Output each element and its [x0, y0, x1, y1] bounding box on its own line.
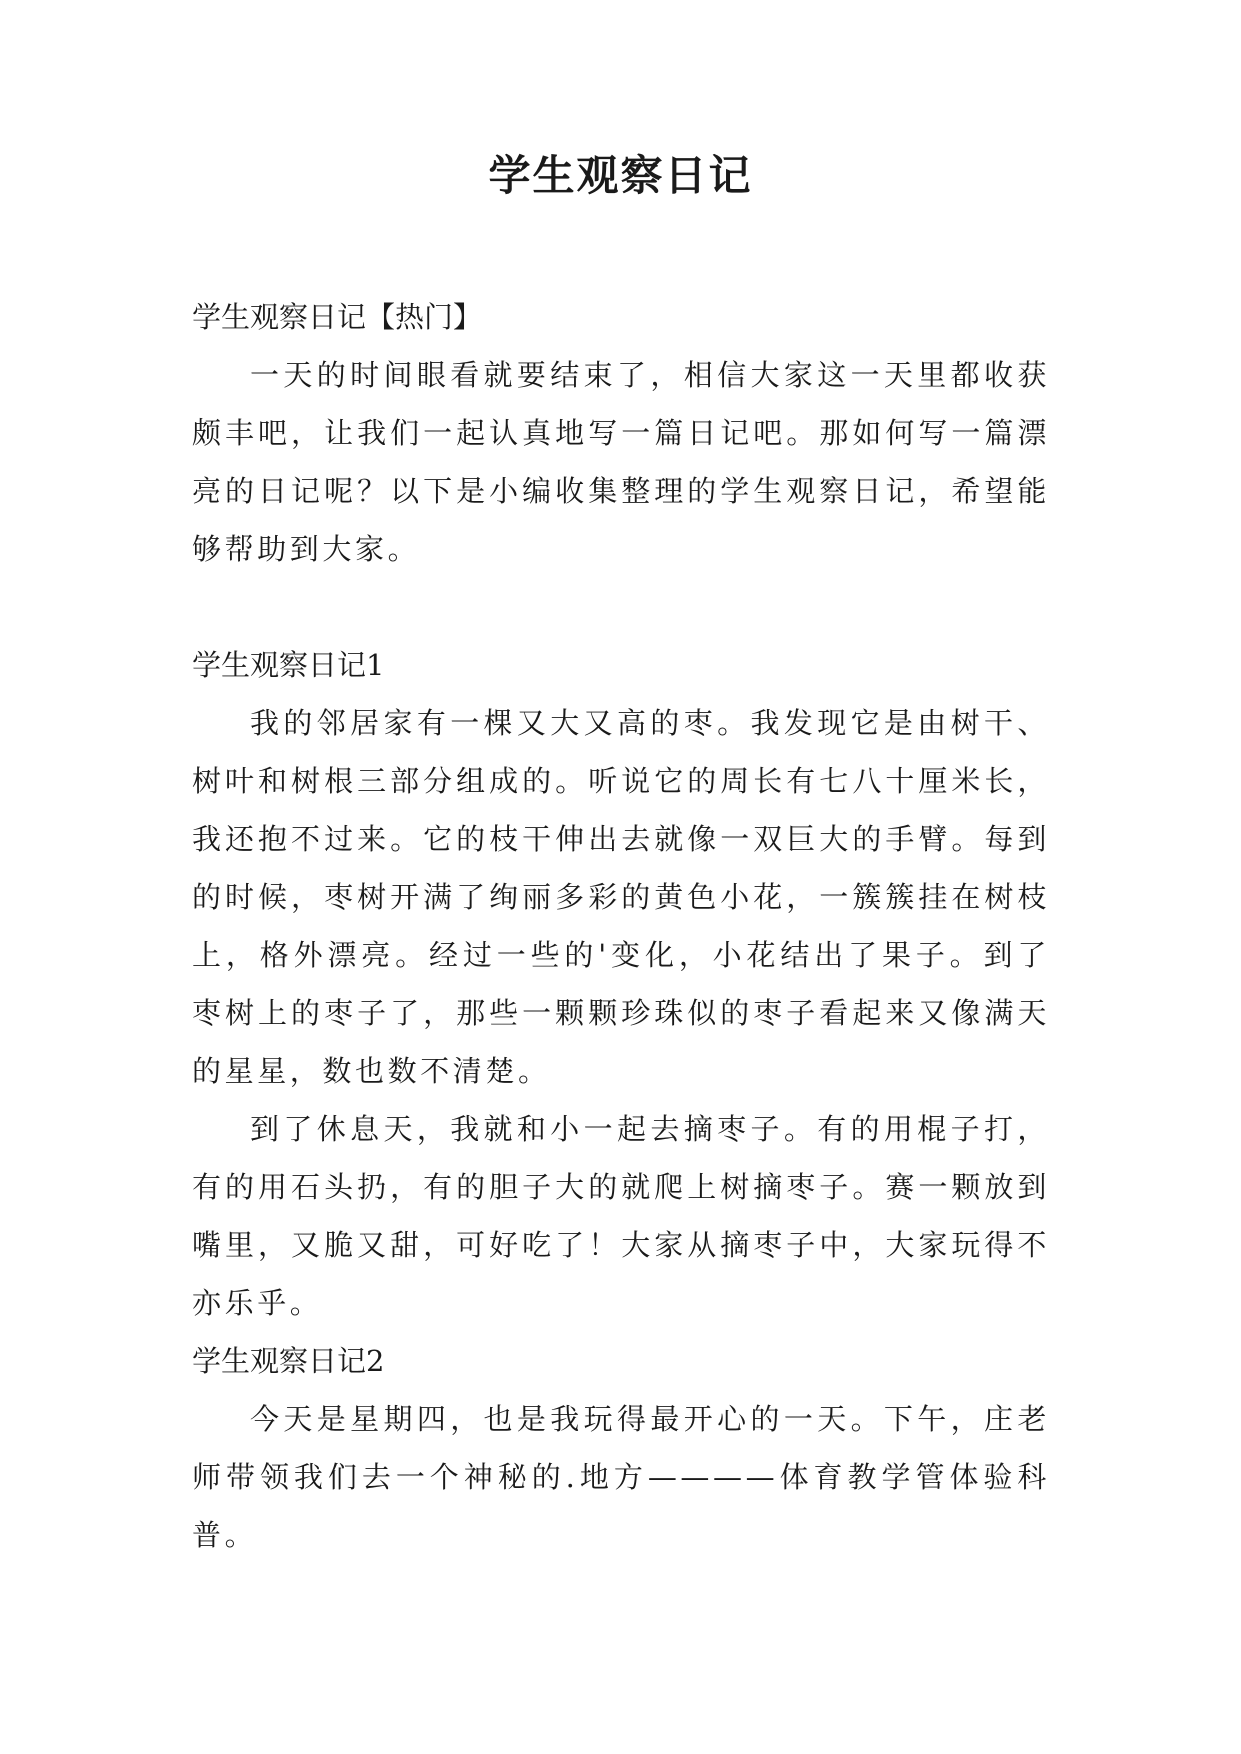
intro-heading: 学生观察日记【热门】 — [192, 300, 483, 334]
section-paragraph: 我的邻居家有一棵又大又高的枣。我发现它是由树干、树叶和树根三部分组成的。听说它的周长有七八十厘米长，我还抱不过来。它的枝干伸出去就像一双巨大的手臂。每到的时候，枣树开满了绚丽多彩的黄色小花，一簇簇挂在树枝上，格外漂亮。经过一些的'变化，小花结出了果子。到了枣树上的枣子了，那些一颗颗珍珠似的枣子看起来又像满天的星星，数也数不清楚。 — [192, 706, 1050, 1088]
intro-paragraph: 一天的时间眼看就要结束了，相信大家这一天里都收获颇丰吧，让我们一起认真地写一篇日记吧。那如何写一篇漂亮的日记呢？以下是小编收集整理的学生观察日记，希望能够帮助到大家。 — [192, 358, 1050, 566]
section-spacer — [192, 578, 1050, 636]
section-paragraph: 今天是星期四，也是我玩得最开心的一天。下午，庄老师带领我们去一个神秘的.地方————体育教学管体验科普。 — [192, 1402, 1050, 1552]
section-paragraph: 到了休息天，我就和小一起去摘枣子。有的用棍子打，有的用石头扔，有的胆子大的就爬上树摘枣子。赛一颗放到嘴里，又脆又甜，可好吃了！大家从摘枣子中，大家玩得不亦乐乎。 — [192, 1112, 1050, 1320]
section-2 — [192, 1332, 1050, 1564]
section-heading: 学生观察日记2 — [192, 1344, 385, 1378]
section-1 — [192, 636, 1050, 1332]
document-body — [192, 288, 1050, 1564]
document-title: 学生观察日记 — [488, 151, 753, 200]
section-heading: 学生观察日记1 — [192, 648, 385, 682]
